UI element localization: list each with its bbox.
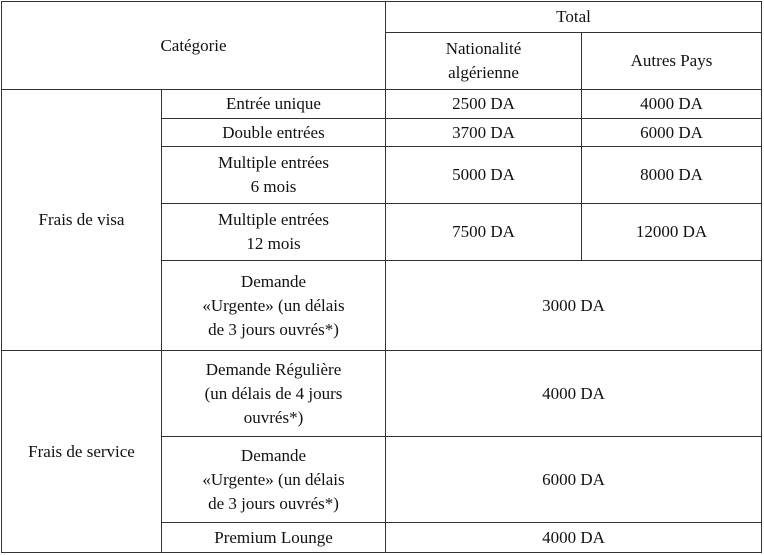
value-other: 6000 DA bbox=[582, 119, 762, 147]
group-visa-fees: Frais de visa bbox=[2, 90, 162, 351]
header-category: Catégorie bbox=[2, 2, 386, 90]
row-label: Demande «Urgente» (un délais de 3 jours ouvrés*) bbox=[162, 261, 386, 351]
header-nationality-algerian: Nationalité algérienne bbox=[386, 33, 582, 90]
row-label: Double entrées bbox=[162, 119, 386, 147]
value-total: 4000 DA bbox=[386, 523, 762, 553]
value-total: 4000 DA bbox=[386, 351, 762, 437]
value-total: 6000 DA bbox=[386, 437, 762, 523]
visa-fees-table bbox=[1, 1, 762, 553]
value-algerian: 3700 DA bbox=[386, 119, 582, 147]
header-total: Total bbox=[386, 2, 762, 33]
value-algerian: 5000 DA bbox=[386, 147, 582, 204]
row-label: Multiple entrées 6 mois bbox=[162, 147, 386, 204]
row-label: Premium Lounge bbox=[162, 523, 386, 553]
value-total: 3000 DA bbox=[386, 261, 762, 351]
row-label: Demande «Urgente» (un délais de 3 jours ouvrés*) bbox=[162, 437, 386, 523]
group-service-fees: Frais de service bbox=[2, 351, 162, 553]
value-other: 4000 DA bbox=[582, 90, 762, 119]
value-algerian: 7500 DA bbox=[386, 204, 582, 261]
value-other: 12000 DA bbox=[582, 204, 762, 261]
row-label: Multiple entrées 12 mois bbox=[162, 204, 386, 261]
value-other: 8000 DA bbox=[582, 147, 762, 204]
row-label: Demande Régulière (un délais de 4 jours ouvrés*) bbox=[162, 351, 386, 437]
row-label: Entrée unique bbox=[162, 90, 386, 119]
header-other-countries: Autres Pays bbox=[582, 33, 762, 90]
value-algerian: 2500 DA bbox=[386, 90, 582, 119]
